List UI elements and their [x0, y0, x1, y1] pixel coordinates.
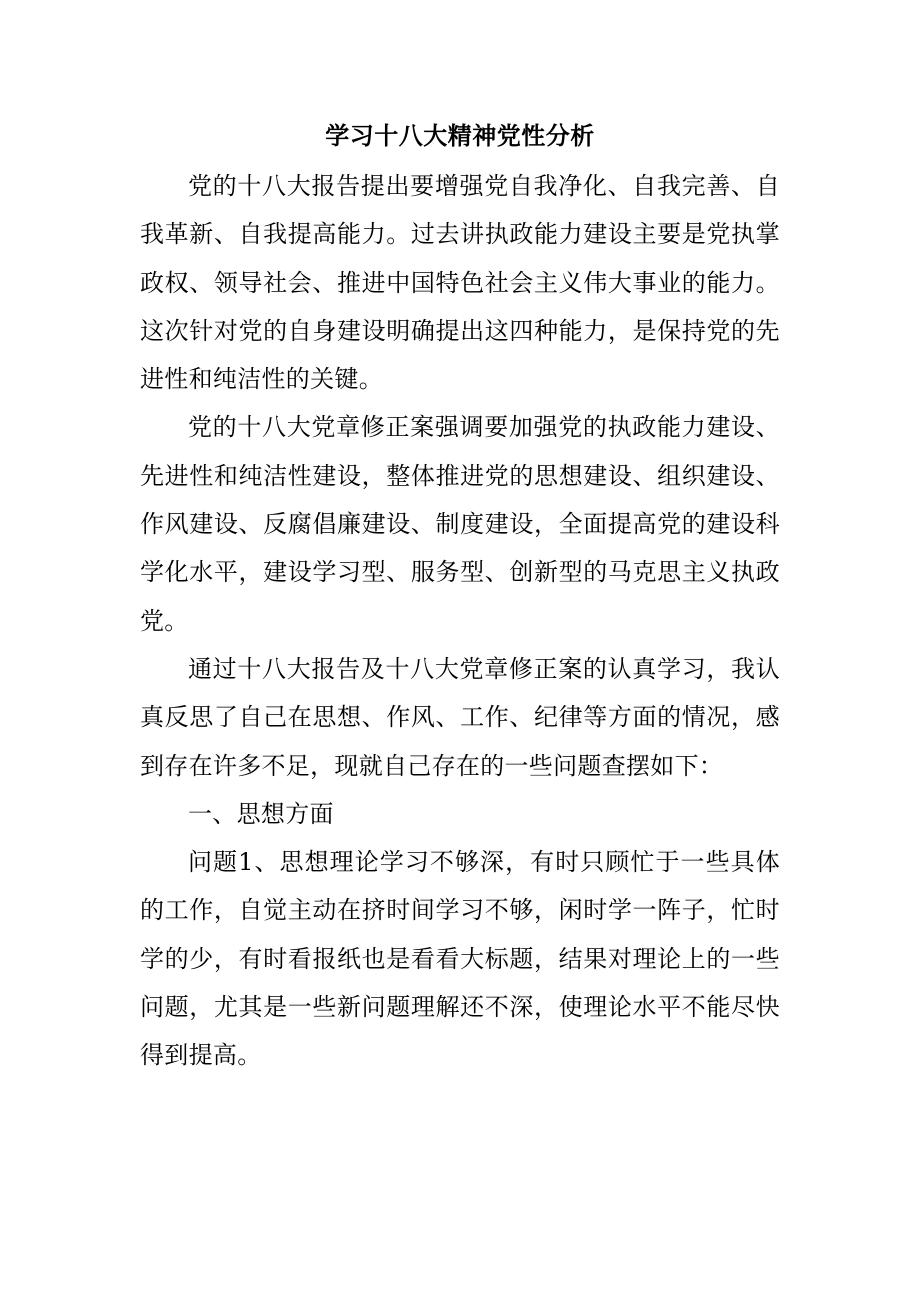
paragraph-self-reflection: 通过十八大报告及十八大党章修正案的认真学习，我认真反思了自己在思想、作风、工作、纪律等方面的情况，感到存在许多不足，现就自己存在的一些问题查摆如下： [140, 654, 780, 780]
document-body [140, 162, 780, 1080]
section-heading-thought: 一、思想方面 [188, 799, 334, 828]
document-title: 学习十八大精神党性分析 [325, 121, 595, 150]
paragraph-party-constitution: 党的十八大党章修正案强调要加强党的执政能力建设、先进性和纯洁性建设，整体推进党的思想建设、组织建设、作风建设、反腐倡廉建设、制度建设，全面提高党的建设科学化水平，建设学习型、服务型、创新型的马克思主义执政党。 [140, 413, 780, 635]
paragraph-report-abilities: 党的十八大报告提出要增强党自我净化、自我完善、自我革新、自我提高能力。过去讲执政能力建设主要是党执掌政权、领导社会、推进中国特色社会主义伟大事业的能力。这次针对党的自身建设明确提出这四种能力，是保持党的先进性和纯洁性的关键。 [140, 172, 780, 394]
paragraph-problem-1: 问题1、思想理论学习不够深，有时只顾忙于一些具体的工作，自觉主动在挤时间学习不够，闲时学一阵子，忙时学的少，有时看报纸也是看看大标题，结果对理论上的一些问题，尤其是一些新问题理解还不深，使理论水平不能尽快得到提高。 [140, 848, 780, 1070]
